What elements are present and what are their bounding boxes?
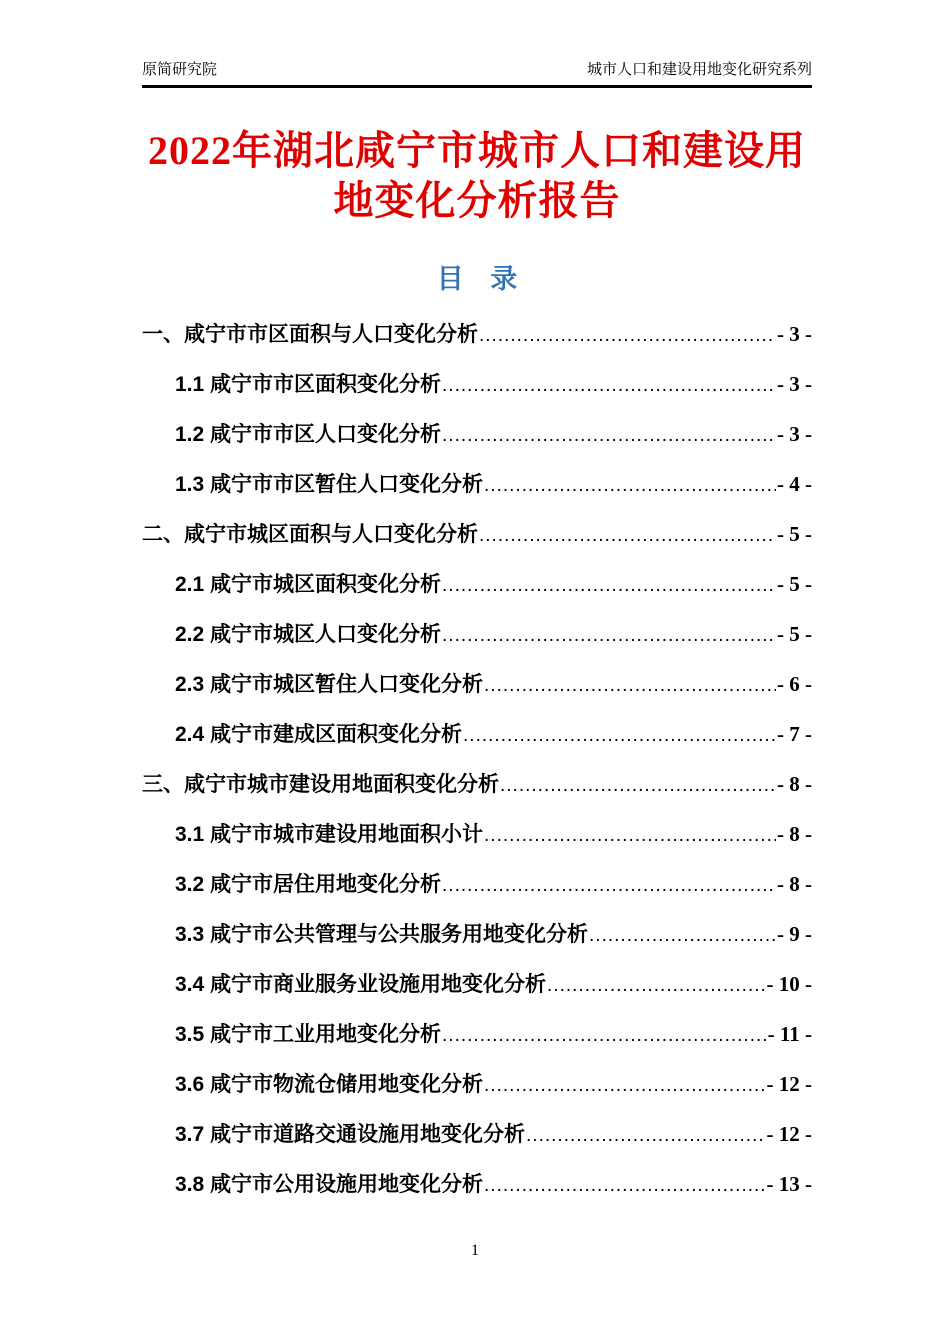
toc-page-number: - 12 - bbox=[766, 1072, 812, 1096]
toc-entry-label: 2.2 咸宁市城区人口变化分析 bbox=[175, 623, 442, 646]
toc-page-number: - 10 - bbox=[766, 972, 812, 996]
toc-page-number: - 8 - bbox=[777, 822, 812, 846]
toc-leader-dots bbox=[479, 521, 776, 550]
toc-leader-dots bbox=[442, 371, 776, 400]
page-header bbox=[142, 60, 812, 88]
toc-entry[interactable] bbox=[142, 520, 812, 549]
toc-leader-dots bbox=[484, 821, 776, 850]
toc-entry-label: 3.3 咸宁市公共管理与公共服务用地变化分析 bbox=[175, 923, 589, 946]
toc-page-number: - 3 - bbox=[777, 322, 812, 346]
toc-leader-dots bbox=[484, 471, 776, 500]
toc-entry-label: 3.1 咸宁市城市建设用地面积小计 bbox=[175, 823, 484, 846]
footer-page-number: 1 bbox=[471, 1242, 479, 1259]
toc-entry[interactable] bbox=[142, 970, 812, 999]
toc-page-number: - 11 - bbox=[767, 1022, 812, 1046]
toc-entry[interactable] bbox=[142, 1120, 812, 1149]
toc-leader-dots bbox=[484, 1071, 765, 1100]
toc-entry[interactable] bbox=[142, 1070, 812, 1099]
toc-entry[interactable] bbox=[142, 870, 812, 899]
toc-entry[interactable] bbox=[142, 670, 812, 699]
toc-entry-label: 3.6 咸宁市物流仓储用地变化分析 bbox=[175, 1073, 484, 1096]
toc-leader-dots bbox=[442, 421, 776, 450]
toc-entry-label: 3.5 咸宁市工业用地变化分析 bbox=[175, 1023, 442, 1046]
toc-leader-dots bbox=[479, 321, 776, 350]
toc-entry-label: 1.2 咸宁市市区人口变化分析 bbox=[175, 423, 442, 446]
toc-entry-label: 三、咸宁市城市建设用地面积变化分析 bbox=[142, 773, 499, 796]
toc-entry[interactable] bbox=[142, 1020, 812, 1049]
toc-entry-label: 2.4 咸宁市建成区面积变化分析 bbox=[175, 723, 463, 746]
toc-leader-dots bbox=[442, 871, 776, 900]
toc-page-number: - 3 - bbox=[777, 372, 812, 396]
toc-leader-dots bbox=[500, 771, 776, 800]
toc-entry[interactable] bbox=[142, 820, 812, 849]
toc-page-number: - 5 - bbox=[777, 622, 812, 646]
toc-leader-dots bbox=[442, 571, 776, 600]
toc-page-number: - 5 - bbox=[777, 522, 812, 546]
toc-page-number: - 12 - bbox=[766, 1122, 812, 1146]
toc-leader-dots bbox=[463, 721, 776, 750]
toc-entry-label: 3.7 咸宁市道路交通设施用地变化分析 bbox=[175, 1123, 526, 1146]
toc-entry[interactable] bbox=[142, 620, 812, 649]
document-title: 2022年湖北咸宁市城市人口和建设用地变化分析报告 bbox=[148, 128, 806, 223]
toc-entry-label: 3.2 咸宁市居住用地变化分析 bbox=[175, 873, 442, 896]
toc-entry-label: 二、咸宁市城区面积与人口变化分析 bbox=[142, 523, 478, 546]
toc-entry-label: 3.8 咸宁市公用设施用地变化分析 bbox=[175, 1173, 484, 1196]
toc-page-number: - 13 - bbox=[766, 1172, 812, 1196]
toc-entry[interactable] bbox=[142, 420, 812, 449]
toc-leader-dots bbox=[442, 621, 776, 650]
toc-page-number: - 9 - bbox=[777, 922, 812, 946]
toc-entry[interactable] bbox=[142, 920, 812, 949]
toc-entry-label: 1.3 咸宁市市区暂住人口变化分析 bbox=[175, 473, 484, 496]
header-left-text: 原简研究院 bbox=[142, 61, 218, 78]
toc-entry-label: 2.3 咸宁市城区暂住人口变化分析 bbox=[175, 673, 484, 696]
toc-entry[interactable] bbox=[142, 320, 812, 349]
header-rule bbox=[142, 85, 812, 88]
toc-list bbox=[142, 320, 812, 1220]
toc-leader-dots bbox=[442, 1021, 767, 1050]
toc-entry-label: 3.4 咸宁市商业服务业设施用地变化分析 bbox=[175, 973, 547, 996]
toc-entry-label: 2.1 咸宁市城区面积变化分析 bbox=[175, 573, 442, 596]
toc-entry-label: 1.1 咸宁市市区面积变化分析 bbox=[175, 373, 442, 396]
toc-page-number: - 5 - bbox=[777, 572, 812, 596]
toc-entry[interactable] bbox=[142, 720, 812, 749]
toc-page-number: - 6 - bbox=[777, 672, 812, 696]
toc-entry[interactable] bbox=[142, 570, 812, 599]
toc-entry[interactable] bbox=[142, 370, 812, 399]
toc-leader-dots bbox=[589, 921, 776, 950]
toc-entry[interactable] bbox=[142, 470, 812, 499]
toc-page-number: - 8 - bbox=[777, 872, 812, 896]
toc-page-number: - 7 - bbox=[777, 722, 812, 746]
toc-page-number: - 3 - bbox=[777, 422, 812, 446]
toc-page-number: - 4 - bbox=[777, 472, 812, 496]
toc-leader-dots bbox=[484, 1171, 765, 1200]
toc-leader-dots bbox=[526, 1121, 765, 1150]
header-right-text: 城市人口和建设用地变化研究系列 bbox=[586, 61, 812, 78]
toc-leader-dots bbox=[547, 971, 765, 1000]
toc-leader-dots bbox=[484, 671, 776, 700]
toc-entry[interactable] bbox=[142, 770, 812, 799]
toc-entry-label: 一、咸宁市市区面积与人口变化分析 bbox=[142, 323, 478, 346]
toc-entry[interactable] bbox=[142, 1170, 812, 1199]
toc-page-number: - 8 - bbox=[777, 772, 812, 796]
toc-heading: 目 录 bbox=[436, 264, 518, 294]
